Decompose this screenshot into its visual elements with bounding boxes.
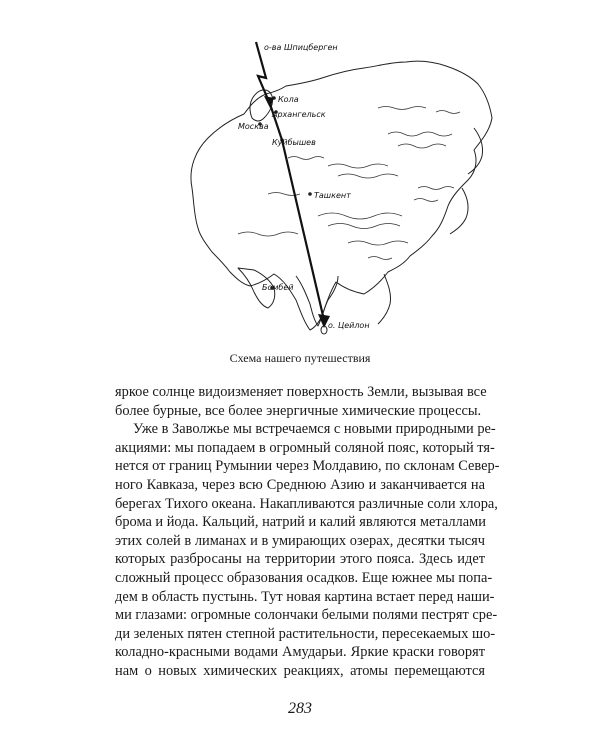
text-line: ди зеленых пятен степной растительности, пересекаемых шо-: [115, 625, 496, 642]
text-line: коладно-красными водами Амударьи. Яркие краски говорят: [115, 644, 485, 661]
label-moscow: Москва: [238, 122, 269, 131]
text-line: брома и йода. Кальций, натрий и калий являются металлами: [115, 514, 486, 531]
text-line: более бурные, все более энергичные химические процессы.: [115, 402, 482, 419]
label-bombay: Бомбей: [262, 283, 294, 292]
label-spitsbergen: о-ва Шпицберген: [264, 43, 338, 52]
page-number: 283: [288, 700, 312, 717]
text-line: берегах Тихого океана. Накапливаются различные соли хлора,: [115, 495, 498, 512]
text-line: акциями: мы попадаем в огромный соляной пояс, который тя-: [115, 439, 495, 456]
relief-hatching: [238, 107, 460, 260]
text-line: которых разбросаны на территории этого пояса. Здесь идет: [115, 551, 485, 568]
india: [296, 276, 338, 326]
label-kuibyshev: Куйбышев: [272, 138, 316, 147]
label-tashkent: Ташкент: [314, 191, 351, 200]
text-line: ми глазами: огромные солончаки белыми полями пестрят сре-: [115, 607, 498, 624]
label-ceylon: о. Цейлон: [328, 321, 370, 330]
label-kola: Кола: [278, 95, 299, 104]
text-line: ного Кавказа, через всю Среднюю Азию и заканчивается на: [115, 476, 485, 493]
text-line: Уже в Заволжье мы встречаемся с новыми природными ре-: [133, 421, 496, 438]
route-map: [178, 38, 498, 338]
text-line: яркое солнце видоизменяет поверхность Земли, вызывая все: [115, 384, 487, 400]
text-line: сложный процесс образования осадков. Еще южнее мы попа-: [115, 569, 493, 586]
text-line: нется от границ Румынии через Молдавию, по склонам Север-: [115, 458, 500, 475]
text-line: нам о новых химических реакциях, атомы перемещаются: [115, 662, 485, 679]
label-arkhangelsk: Архангельск: [272, 110, 326, 119]
text-line: этих солей в лиманах и в умирающих озерах, десятки тысяч: [115, 532, 485, 549]
figure-caption: Схема нашего путешествия: [229, 351, 371, 365]
route-map-figure: [178, 38, 498, 338]
japan: [450, 188, 468, 234]
text-line: дем в область пустынь. Тут новая картина встает перед наши-: [115, 588, 495, 605]
body-paragraphs: [115, 383, 500, 681]
